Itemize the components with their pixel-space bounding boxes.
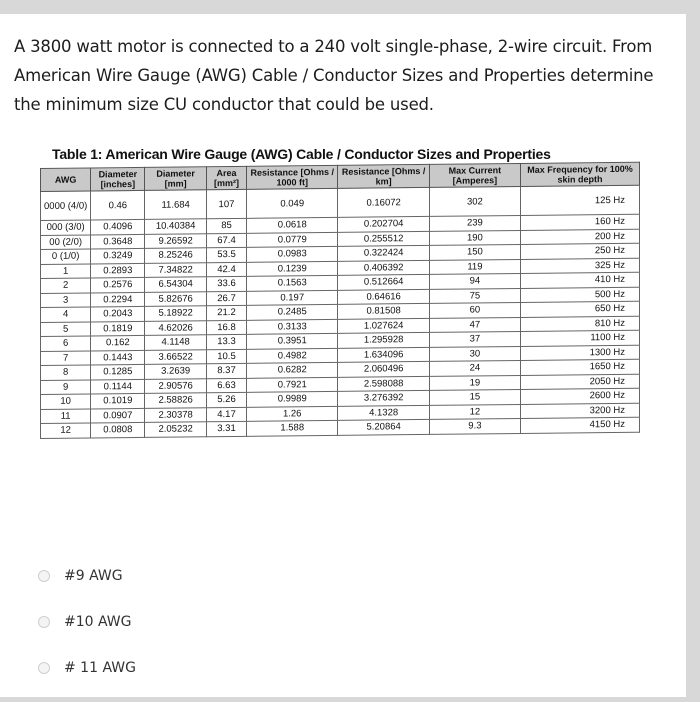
table-cell: 1.027624 <box>338 318 429 333</box>
table-cell: 8.25246 <box>145 248 207 263</box>
table-cell: 000 (3/0) <box>41 220 91 235</box>
table-cell: 3 <box>41 292 91 307</box>
column-header: Max Frequency for 100% skin depth <box>520 162 639 186</box>
table-cell: 16.8 <box>206 320 246 335</box>
table-cell: 3.66522 <box>145 349 207 364</box>
table-cell: 10.5 <box>206 349 246 364</box>
table-cell: 6.54304 <box>145 277 207 292</box>
option-label: #10 AWG <box>64 614 132 630</box>
table-cell: 0.197 <box>247 290 338 305</box>
table-cell: 0.406392 <box>338 260 429 275</box>
table-cell: 21.2 <box>206 305 246 320</box>
table-cell: 0.0618 <box>247 217 338 232</box>
table-cell: 7.34822 <box>145 262 207 277</box>
table-cell: 19 <box>429 375 520 390</box>
table-cell: 0.1563 <box>247 275 338 290</box>
table-cell: 2600 Hz <box>520 388 639 404</box>
table-cell: 150 <box>429 244 520 259</box>
table-cell: 0.2576 <box>91 277 145 292</box>
table-cell: 2050 Hz <box>520 374 639 390</box>
table-cell: 1300 Hz <box>520 345 639 361</box>
column-header: Resistance [Ohms / km] <box>338 164 429 188</box>
table-cell: 0.6282 <box>247 362 338 377</box>
column-header: Resistance [Ohms / 1000 ft] <box>247 165 338 189</box>
table-cell: 3.2639 <box>145 364 207 379</box>
table-cell: 1.634096 <box>338 347 429 362</box>
table-cell: 0.322424 <box>338 245 429 260</box>
table-cell: 0.512664 <box>338 274 429 289</box>
table-cell: 8 <box>41 365 91 380</box>
table-cell: 302 <box>429 186 520 216</box>
option-10-awg[interactable] <box>38 610 136 634</box>
table-cell: 5.26 <box>206 392 246 407</box>
table-cell: 2.90576 <box>145 378 207 393</box>
table-cell: 0.1019 <box>91 393 145 408</box>
table-cell: 810 Hz <box>520 316 639 332</box>
table-cell: 0.4982 <box>247 348 338 363</box>
table-cell: 160 Hz <box>520 214 639 230</box>
table-cell: 0.4096 <box>91 219 145 234</box>
table-cell: 37 <box>429 331 520 346</box>
option-label: #9 AWG <box>64 568 123 584</box>
table-cell: 1100 Hz <box>520 330 639 346</box>
radio-button[interactable] <box>38 662 50 674</box>
table-title: Table 1: American Wire Gauge (AWG) Cable / Conductor Sizes and Properties <box>52 146 551 162</box>
table-cell: 1.26 <box>247 406 338 421</box>
table-cell: 0.3648 <box>91 234 145 249</box>
table-cell: 4.17 <box>206 407 246 422</box>
table-cell: 2.58826 <box>145 393 207 408</box>
table-cell: 0.81508 <box>338 303 429 318</box>
answer-options <box>38 564 136 702</box>
table-cell: 0.0779 <box>247 232 338 247</box>
table-cell: 26.7 <box>206 291 246 306</box>
table-cell: 1.295928 <box>338 332 429 347</box>
table-cell: 0.1819 <box>91 321 145 336</box>
awg-table-block <box>40 146 670 439</box>
table-cell: 190 <box>429 230 520 245</box>
table-cell: 6 <box>41 336 91 351</box>
table-cell: 11.684 <box>145 190 207 220</box>
question-text: A 3800 watt motor is connected to a 240 volt single-phase, 2-wire circuit. From American Wire Gauge (AWG) Cable / Conductor Sizes and Properties determine the minimum size CU conductor that could be used. <box>14 37 654 114</box>
table-cell: 0.9989 <box>247 391 338 406</box>
table-cell: 0.2485 <box>247 304 338 319</box>
table-cell: 4150 Hz <box>520 417 639 433</box>
table-cell: 9 <box>41 379 91 394</box>
table-cell: 0000 (4/0) <box>41 191 91 221</box>
table-cell: 30 <box>429 346 520 361</box>
table-cell: 0.049 <box>247 188 338 218</box>
table-cell: 42.4 <box>206 262 246 277</box>
table-cell: 4.1148 <box>145 335 207 350</box>
table-cell: 0.2294 <box>91 292 145 307</box>
table-cell: 0.1144 <box>91 379 145 394</box>
table-cell: 2 <box>41 278 91 293</box>
table-cell: 33.6 <box>206 276 246 291</box>
table-cell: 11 <box>41 408 91 423</box>
table-cell: 2.05232 <box>145 422 207 437</box>
table-cell: 0.0983 <box>247 246 338 261</box>
option-9-awg[interactable] <box>38 564 136 588</box>
table-cell: 0.46 <box>91 190 145 220</box>
table-cell: 0.162 <box>91 335 145 350</box>
table-cell: 0.1443 <box>91 350 145 365</box>
table-cell: 119 <box>429 259 520 274</box>
table-cell: 3.276392 <box>338 390 429 405</box>
question-card <box>0 14 686 697</box>
table-cell: 0.3951 <box>247 333 338 348</box>
table-cell: 85 <box>206 218 246 233</box>
table-cell: 00 (2/0) <box>41 234 91 249</box>
table-cell: 0 (1/0) <box>41 249 91 264</box>
table-cell: 75 <box>429 288 520 303</box>
table-cell: 0.64616 <box>338 289 429 304</box>
table-cell: 0.1239 <box>247 261 338 276</box>
table-cell: 125 Hz <box>520 185 639 215</box>
table-cell: 2.30378 <box>145 407 207 422</box>
table-cell: 0.3133 <box>247 319 338 334</box>
table-cell: 94 <box>429 273 520 288</box>
option-11-awg[interactable] <box>38 656 136 680</box>
table-cell: 325 Hz <box>520 258 639 274</box>
table-cell: 500 Hz <box>520 287 639 303</box>
table-cell: 10 <box>41 394 91 409</box>
table-cell: 2.598088 <box>338 376 429 391</box>
table-cell: 1.588 <box>247 420 338 435</box>
column-header: Max Current [Amperes] <box>429 163 520 187</box>
table-cell: 4 <box>41 307 91 322</box>
table-cell: 12 <box>41 423 91 438</box>
table-cell: 0.1285 <box>91 364 145 379</box>
table-cell: 0.16072 <box>338 187 429 217</box>
column-header: Diameter [mm] <box>145 167 207 191</box>
table-cell: 15 <box>429 389 520 404</box>
table-cell: 107 <box>206 189 246 218</box>
table-cell: 0.2893 <box>91 263 145 278</box>
table-cell: 47 <box>429 317 520 332</box>
table-cell: 7 <box>41 350 91 365</box>
table-cell: 8.37 <box>206 363 246 378</box>
table-cell: 67.4 <box>206 233 246 248</box>
table-cell: 0.7921 <box>247 377 338 392</box>
table-cell: 12 <box>429 404 520 419</box>
option-label: # 11 AWG <box>64 660 136 676</box>
table-cell: 0.3249 <box>91 248 145 263</box>
table-cell: 60 <box>429 302 520 317</box>
awg-table <box>40 162 640 439</box>
table-cell: 5 <box>41 321 91 336</box>
radio-button[interactable] <box>38 616 50 628</box>
table-cell: 24 <box>429 360 520 375</box>
table-cell: 239 <box>429 215 520 230</box>
table-cell: 4.1328 <box>338 405 429 420</box>
table-cell: 3200 Hz <box>520 403 639 419</box>
table-cell: 1650 Hz <box>520 359 639 375</box>
table-cell: 3.31 <box>206 421 246 436</box>
table-cell: 5.18922 <box>145 306 207 321</box>
table-cell: 10.40384 <box>145 219 207 234</box>
table-cell: 0.0907 <box>91 408 145 423</box>
table-cell: 410 Hz <box>520 272 639 288</box>
table-cell: 53.5 <box>206 247 246 262</box>
table-cell: 9.26592 <box>145 233 207 248</box>
table-cell: 2.060496 <box>338 361 429 376</box>
table-cell: 5.82676 <box>145 291 207 306</box>
table-cell: 200 Hz <box>520 229 639 245</box>
table-cell: 0.255512 <box>338 231 429 246</box>
table-cell: 1 <box>41 263 91 278</box>
table-cell: 650 Hz <box>520 301 639 317</box>
column-header: Area [mm²] <box>206 166 246 189</box>
table-cell: 250 Hz <box>520 243 639 259</box>
table-cell: 0.2043 <box>91 306 145 321</box>
column-header: AWG <box>41 168 91 192</box>
radio-button[interactable] <box>38 570 50 582</box>
table-cell: 9.3 <box>429 418 520 433</box>
column-header: Diameter [inches] <box>91 167 145 191</box>
table-cell: 13.3 <box>206 334 246 349</box>
table-cell: 4.62026 <box>145 320 207 335</box>
table-cell: 0.202704 <box>338 216 429 231</box>
table-cell: 0.0808 <box>91 422 145 437</box>
table-cell: 6.63 <box>206 378 246 393</box>
table-cell: 5.20864 <box>338 419 429 434</box>
